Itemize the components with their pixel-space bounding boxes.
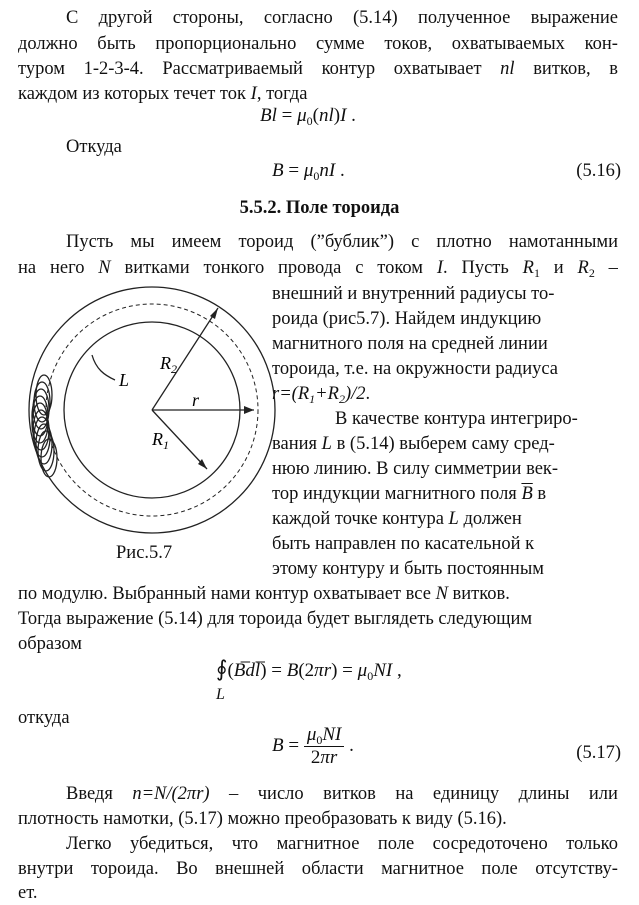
para2-line-2: на него N витками тонкого провода с током I. Пусть $R_1$ и $R_2$ –	[18, 258, 618, 280]
para3-full-3: образом	[18, 634, 82, 654]
otkuda-1: Откуда	[66, 137, 122, 157]
label-R1: $R_1$	[152, 429, 169, 452]
para3-narrow-5: каждой точке контура L должен	[272, 509, 522, 529]
para2-line-1: Пусть мы имеем тороид (”бублик”) с плотно намотанными	[66, 232, 618, 252]
para1-line-2: должно быть пропорционально сумме токов, охватываемых кон-	[18, 34, 618, 54]
para3-narrow-7: этому контуру и быть постоянным	[272, 559, 544, 579]
para3-full-2: Тогда выражение (5.14) для тороида будет выглядеть следующим	[18, 609, 533, 629]
coil-windings	[32, 375, 57, 477]
para4-line-1: Введя n=N/(2πr) – число витков на единицу длины или	[66, 784, 618, 804]
para5-line-1: Легко убедиться, что магнитное поле сосредоточено только	[66, 834, 618, 854]
para4-line-2: плотность намотки, (5.17) можно преобразовать к виду (5.16).	[18, 809, 507, 829]
para3-full-1: по модулю. Выбранный нами контур охватывает все N витков.	[18, 584, 510, 604]
para3-narrow-3: нюю линию. В силу симметрии век-	[272, 459, 559, 479]
para2-narrow-5: $r=(R_1+R_2)/2$.	[272, 384, 371, 406]
para3-narrow-1: В качестве контура интегриро-	[335, 409, 578, 429]
equation-5-16: $B = \mu_0nI$ .	[272, 160, 345, 183]
equation-circulation-subscript: L	[216, 686, 225, 703]
figure-caption: Рис.5.7	[116, 543, 173, 563]
L-pointer-line	[92, 355, 115, 380]
para5-line-2: внутри тороида. Во внешней области магнитное поле отсутству-	[18, 859, 618, 879]
equation-5-17: B = $\frac{\mu_0NI}{2\pi r}$ .	[272, 724, 354, 768]
para1-line-4: каждом из которых течет ток I, тогда	[18, 84, 308, 104]
para3-narrow-4: тор индукции магнитного поля $\overline{B}$ в	[272, 484, 547, 504]
para1-line-1: С другой стороны, согласно (5.14) полученное выражение	[66, 8, 618, 28]
equation-bl: $Bl = \mu_0(nl)I$ .	[260, 105, 356, 128]
para2-narrow-3: магнитного поля на средней линии	[272, 334, 548, 354]
para2-narrow-4: тороида, т.е. на окружности радиуса	[272, 359, 559, 379]
para2-narrow-2: роида (рис5.7). Найдем индукцию	[272, 309, 542, 329]
para5-line-3: ет.	[18, 883, 38, 903]
label-L: L	[119, 370, 130, 390]
section-heading: 5.5.2. Поле тороида	[239, 198, 400, 218]
equation-circulation: ∮(Bdl̅) = $B(2\pi r) = \mu_0NI$ ,	[216, 656, 402, 683]
label-r: r	[192, 390, 200, 410]
para2-narrow-1: внешний и внутренний радиусы то-	[272, 284, 555, 304]
equation-number-5-17: (5.17)	[576, 743, 621, 763]
equation-number-5-16: (5.16)	[576, 161, 621, 181]
otkuda-2: откуда	[18, 708, 70, 728]
para3-narrow-6: быть направлен по касательной к	[272, 534, 535, 554]
label-R2: $R_2$	[160, 353, 177, 376]
para1-line-3: туром 1-2-3-4. Рассматриваемый контур охватывает nl витков, в	[18, 59, 618, 79]
para3-narrow-2: вания L в (5.14) выберем саму сред-	[272, 434, 555, 454]
